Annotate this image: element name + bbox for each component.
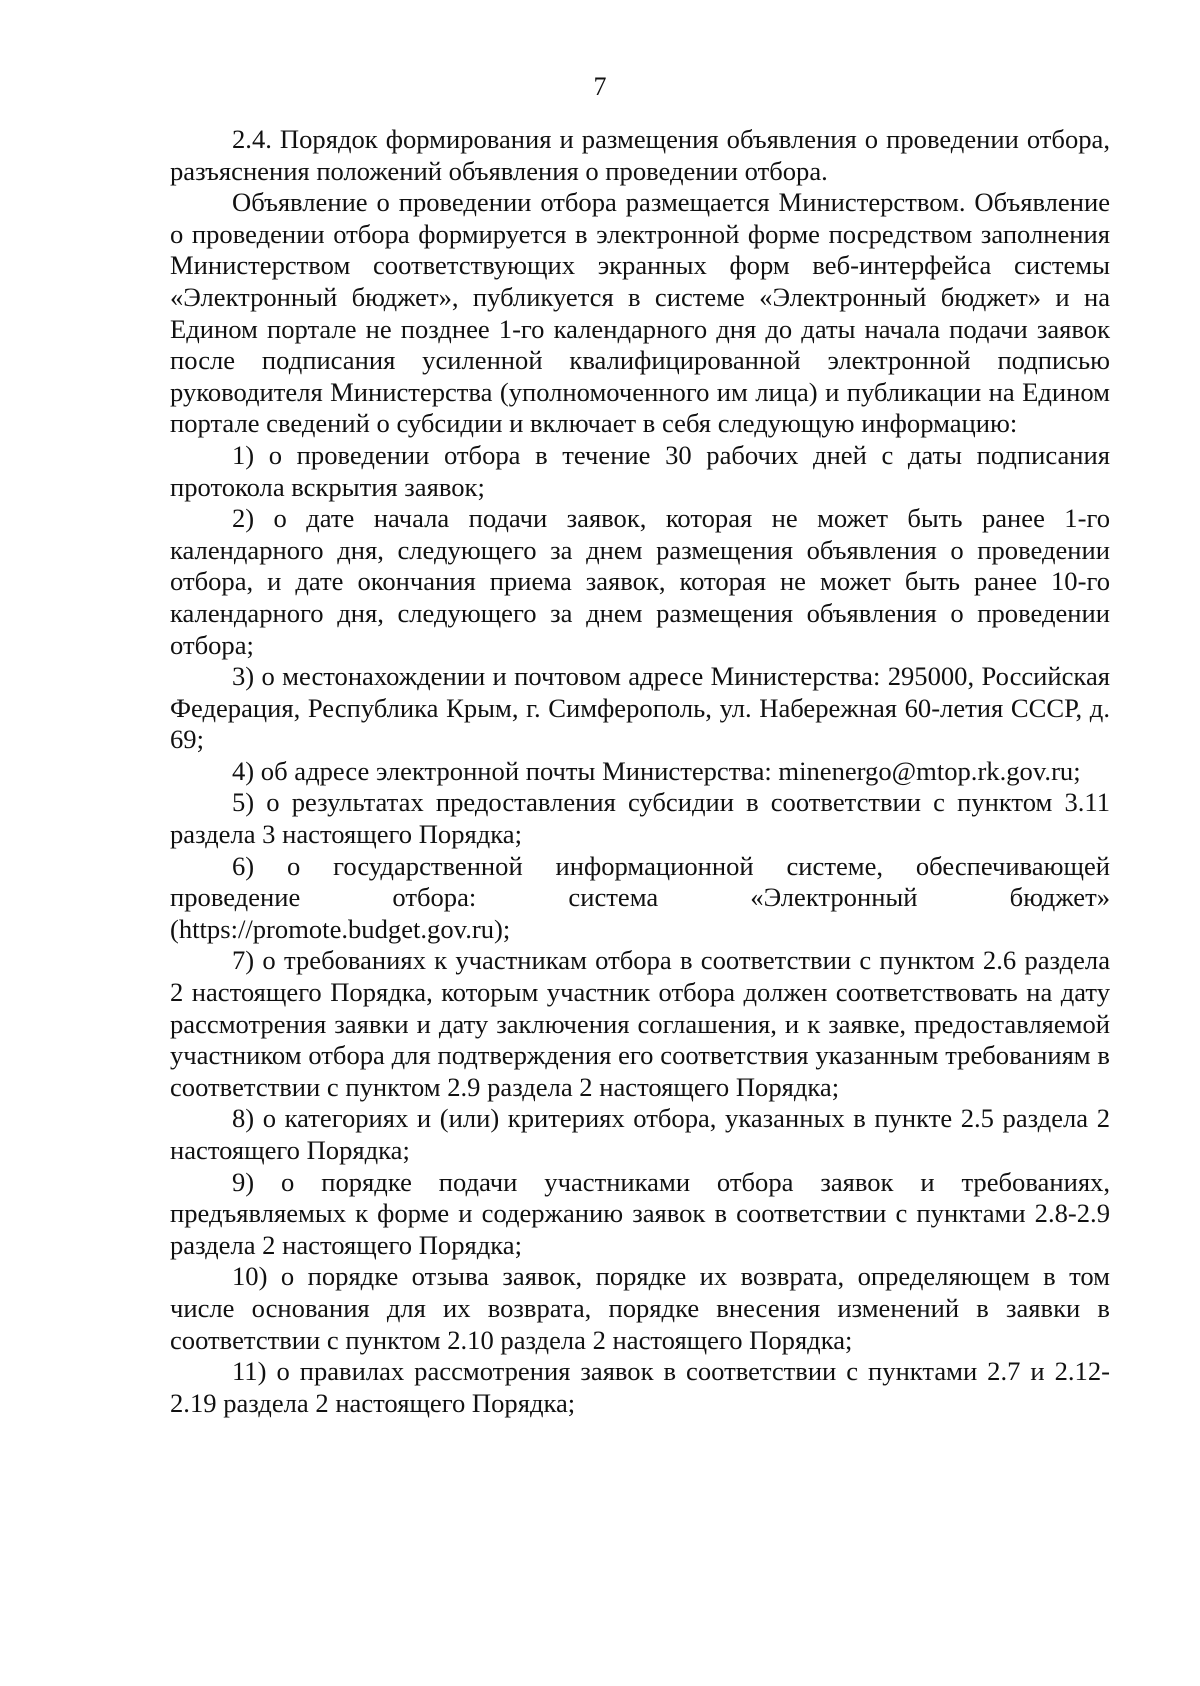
paragraph-announcement: Объявление о проведении отбора размещается Министерством. Объявление о проведении отбора формируется в электронной форме посредством заполнения Министерством соответствующих экранных форм веб-интерфейса системы «Электронный бюджет», публикуется в системе «Электронный бюджет» и на Едином портале не позднее 1-го календарного дня до даты начала подачи заявок после подписания усиленной квалифицированной электронной подписью руководителя Министерства (уполномоченного им лица) и публикации на Едином портале сведений о субсидии и включает в себя следующую информацию: xyxy=(170,187,1110,439)
list-item-6: 6) о государственной информационной системе, обеспечивающей проведение отбора: система «Электронный бюджет» (https://promote.budget.gov.ru); xyxy=(170,850,1110,944)
section-heading-2-4: 2.4. Порядок формирования и размещения объявления о проведении отбора, разъяснения положений объявления о проведении отбора. xyxy=(170,124,1110,186)
list-item-7: 7) о требованиях к участникам отбора в соответствии с пунктом 2.6 раздела 2 настоящего Порядка, которым участник отбора должен соответствовать на дату рассмотрения заявки и дату заключения соглашения, и к заявке, предоставляемой участником отбора для подтверждения его соответствия указанным требованиям в соответствии с пунктом 2.9 раздела 2 настоящего Порядка; xyxy=(170,945,1110,1102)
list-item-2: 2) о дате начала подачи заявок, которая не может быть ранее 1-го календарного дня, следующего за днем размещения объявления о проведении отбора, и дате окончания приема заявок, которая не может быть ранее 10-го календарного дня, следующего за днем размещения объявления о проведении отбора; xyxy=(170,503,1110,660)
list-item-3: 3) о местонахождении и почтовом адресе Министерства: 295000, Российская Федерация, Республика Крым, г. Симферополь, ул. Набережная 60-летия СССР, д. 69; xyxy=(170,661,1110,755)
list-item-5: 5) о результатах предоставления субсидии в соответствии с пунктом 3.11 раздела 3 настоящего Порядка; xyxy=(170,787,1110,850)
page-number: 7 xyxy=(593,72,607,101)
list-item-4: 4) об адресе электронной почты Министерства: minenergo@mtop.rk.gov.ru; xyxy=(232,755,1081,786)
list-item-8: 8) о категориях и (или) критериях отбора, указанных в пункте 2.5 раздела 2 настоящего Порядка; xyxy=(170,1103,1110,1165)
list-item-9: 9) о порядке подачи участниками отбора заявок и требованиях, предъявляемых к форме и содержанию заявок в соответствии с пунктами 2.8-2.9 раздела 2 настоящего Порядка; xyxy=(170,1166,1110,1260)
list-item-1: 1) о проведении отбора в течение 30 рабочих дней с даты подписания протокола вскрытия заявок; xyxy=(170,439,1110,502)
list-item-10: 10) о порядке отзыва заявок, порядке их возврата, определяющем в том числе основания для их возврата, порядке внесения изменений в заявки в соответствии с пунктом 2.10 раздела 2 настоящего Порядка; xyxy=(170,1261,1110,1355)
document-body xyxy=(170,124,1110,1419)
list-item-11: 11) о правилах рассмотрения заявок в соответствии с пунктами 2.7 и 2.12-2.19 раздела 2 настоящего Порядка; xyxy=(170,1356,1110,1418)
